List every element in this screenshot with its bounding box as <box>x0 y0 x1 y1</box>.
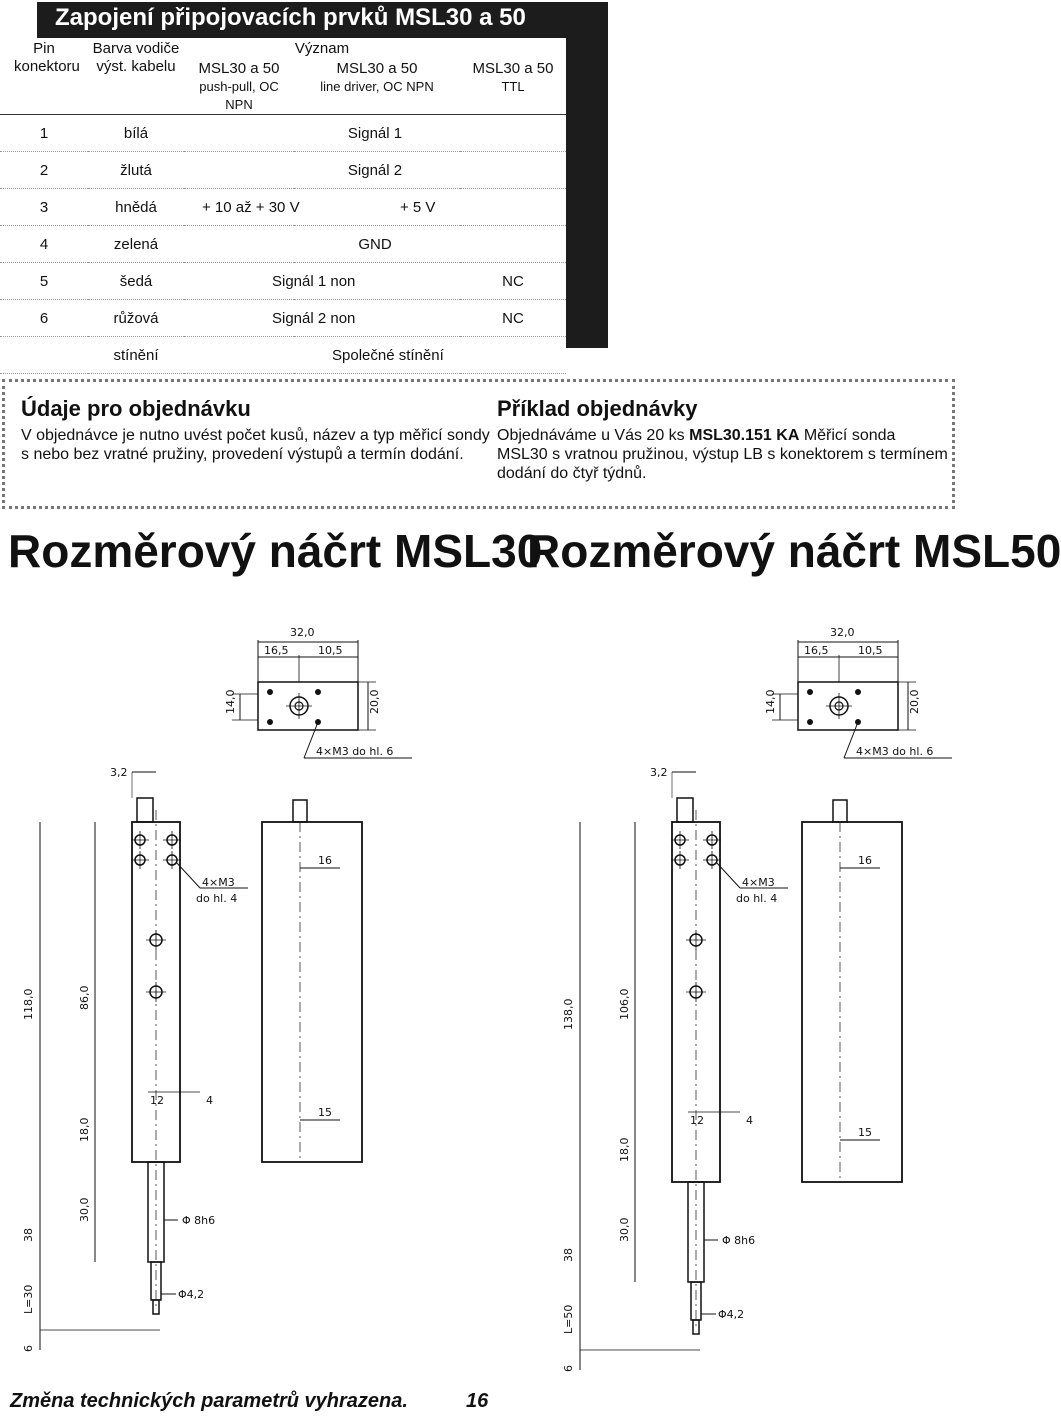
drawing-title-msl50: Rozměrový náčrt MSL50 <box>527 525 1061 577</box>
order-text: V objednávce je nutno uvést počet kusů, název a typ měřicí sondy s nebo bez vratné pružiny, provedení výstupů a termín dodání. <box>21 427 490 463</box>
order-example-title: Příklad objednávky <box>497 396 698 421</box>
table-row <box>0 152 566 189</box>
dim-total-width: 32,0 <box>830 626 855 639</box>
dim-total-length: 118,0 <box>22 988 35 1020</box>
table-row <box>0 226 566 263</box>
dim-4: 4 <box>746 1114 753 1127</box>
mount-hole <box>315 689 321 695</box>
signal-cell: Signál 2 <box>184 152 566 189</box>
table-row <box>0 337 566 374</box>
color-cell: růžová <box>88 300 184 337</box>
dim-m3: 4×M3 <box>742 876 775 889</box>
dim-stroke: L=50 <box>562 1304 575 1334</box>
dim-30: 30,0 <box>618 1217 631 1242</box>
table-row <box>0 189 566 226</box>
dim-16: 16 <box>318 854 332 867</box>
dim-right: 10,5 <box>318 644 343 657</box>
page-number: 16 <box>466 1390 489 1412</box>
table-title: Zapojení připojovacích prvků MSL30 a 50 <box>55 4 526 31</box>
color-cell: žlutá <box>88 152 184 189</box>
dim-holes: 4×M3 do hl. 6 <box>316 745 394 758</box>
dim-shaft: Φ 8h6 <box>722 1234 756 1247</box>
dim-38: 38 <box>22 1228 35 1242</box>
probe-tip <box>693 1320 699 1334</box>
order-example-text <box>497 426 949 483</box>
order-example-code: MSL30.151 KA <box>689 427 800 444</box>
dim-shaft: Φ 8h6 <box>182 1214 216 1227</box>
signal-cell: Společné stínění <box>184 337 566 374</box>
pin-cell: 4 <box>0 226 88 263</box>
dim-4: 4 <box>206 1094 213 1107</box>
order-info-box <box>2 379 955 509</box>
dim-30: 30,0 <box>78 1197 91 1222</box>
dim-3-2: 3,2 <box>110 766 128 779</box>
side-connector <box>293 800 307 822</box>
dim-holes: 4×M3 do hl. 6 <box>856 745 934 758</box>
color-cell: hnědá <box>88 189 184 226</box>
color-cell: zelená <box>88 226 184 263</box>
mount-hole <box>807 719 813 725</box>
dim-12: 12 <box>150 1094 164 1107</box>
dim-depth: do hl. 4 <box>736 892 778 905</box>
table-row <box>0 263 566 300</box>
signal-cell: + 5 V <box>400 189 506 226</box>
header-pin: Pin konektoru <box>14 40 80 75</box>
mount-hole <box>855 689 861 695</box>
header-col3-sub: TTL <box>501 79 525 94</box>
table-header-row <box>0 38 566 115</box>
footer-note: Změna technických parametrů vyhrazena. <box>10 1390 408 1412</box>
header-col2-sub: line driver, OC NPN <box>320 79 434 94</box>
order-title: Údaje pro objednávku <box>21 396 251 421</box>
header-color: Barva vodiče výst. kabelu <box>92 40 180 75</box>
connector <box>137 798 153 822</box>
pin-cell <box>0 337 88 374</box>
connection-table-section <box>0 0 608 364</box>
signal-cell: Signál 1 non <box>184 263 460 300</box>
dim-height-1: 14,0 <box>764 689 777 714</box>
dim-15: 15 <box>318 1106 332 1119</box>
header-meaning: Význam <box>294 40 350 57</box>
dim-total-width: 32,0 <box>290 626 315 639</box>
header-col2: MSL30 a 50 <box>336 60 418 77</box>
dim-left: 16,5 <box>264 644 289 657</box>
dim-stroke: L=30 <box>22 1284 35 1314</box>
table-row <box>0 300 566 337</box>
header-col3: MSL30 a 50 <box>472 60 554 77</box>
dim-height-2: 20,0 <box>368 689 381 714</box>
dim-inner-length: 106,0 <box>618 988 631 1020</box>
color-cell: bílá <box>88 115 184 152</box>
signal-cell: Signál 2 non <box>184 300 460 337</box>
color-cell: šedá <box>88 263 184 300</box>
dim-15: 15 <box>858 1126 872 1139</box>
pin-cell: 3 <box>0 189 88 226</box>
header-col1: MSL30 a 50 <box>198 60 280 77</box>
pin-cell: 2 <box>0 152 88 189</box>
dim-left: 16,5 <box>804 644 829 657</box>
pin-cell: 5 <box>0 263 88 300</box>
dim-12: 12 <box>690 1114 704 1127</box>
signal-cell: GND <box>184 226 566 263</box>
mount-hole <box>807 689 813 695</box>
dim-height-1: 14,0 <box>224 689 237 714</box>
dim-18: 18,0 <box>618 1137 631 1162</box>
dim-right: 10,5 <box>858 644 883 657</box>
dim-38: 38 <box>562 1248 575 1262</box>
dim-inner-length: 86,0 <box>78 985 91 1010</box>
signal-cell: NC <box>460 263 566 300</box>
probe-tip <box>153 1300 159 1314</box>
header-col1-sub: push-pull, OC NPN <box>199 79 279 112</box>
signal-cell: + 10 až + 30 V <box>184 189 460 226</box>
signal-cell: Signál 1 <box>184 115 566 152</box>
mount-hole <box>267 689 273 695</box>
dim-18: 18,0 <box>78 1117 91 1142</box>
signal-cell: NC <box>460 300 566 337</box>
side-body <box>802 822 902 1182</box>
drawing-msl50 <box>540 600 960 1380</box>
order-example-text-post: Měřicí sonda MSL30 s vratnou pružinou, výstup LB s konektorem s termínem dodání do čtyř týdnů. <box>497 427 948 482</box>
pin-cell: 6 <box>0 300 88 337</box>
order-example-text-pre: Objednáváme u Vás 20 ks <box>497 427 690 444</box>
drawing-msl30 <box>0 600 470 1380</box>
connector <box>677 798 693 822</box>
dim-tip: Φ4,2 <box>178 1288 205 1301</box>
dim-16: 16 <box>858 854 872 867</box>
dim-3-2: 3,2 <box>650 766 668 779</box>
dim-m3: 4×M3 <box>202 876 235 889</box>
dim-6: 6 <box>562 1365 575 1372</box>
drawing-title-msl30: Rozměrový náčrt MSL30 <box>8 525 543 577</box>
dim-tip: Φ4,2 <box>718 1308 745 1321</box>
color-cell: stínění <box>88 337 184 374</box>
dim-depth: do hl. 4 <box>196 892 238 905</box>
dim-total-length: 138,0 <box>562 998 575 1030</box>
side-body <box>262 822 362 1162</box>
table-row <box>0 115 566 152</box>
connection-table <box>0 38 566 374</box>
dim-6: 6 <box>22 1345 35 1352</box>
dim-height-2: 20,0 <box>908 689 921 714</box>
mount-hole <box>267 719 273 725</box>
pin-cell: 1 <box>0 115 88 152</box>
side-connector <box>833 800 847 822</box>
